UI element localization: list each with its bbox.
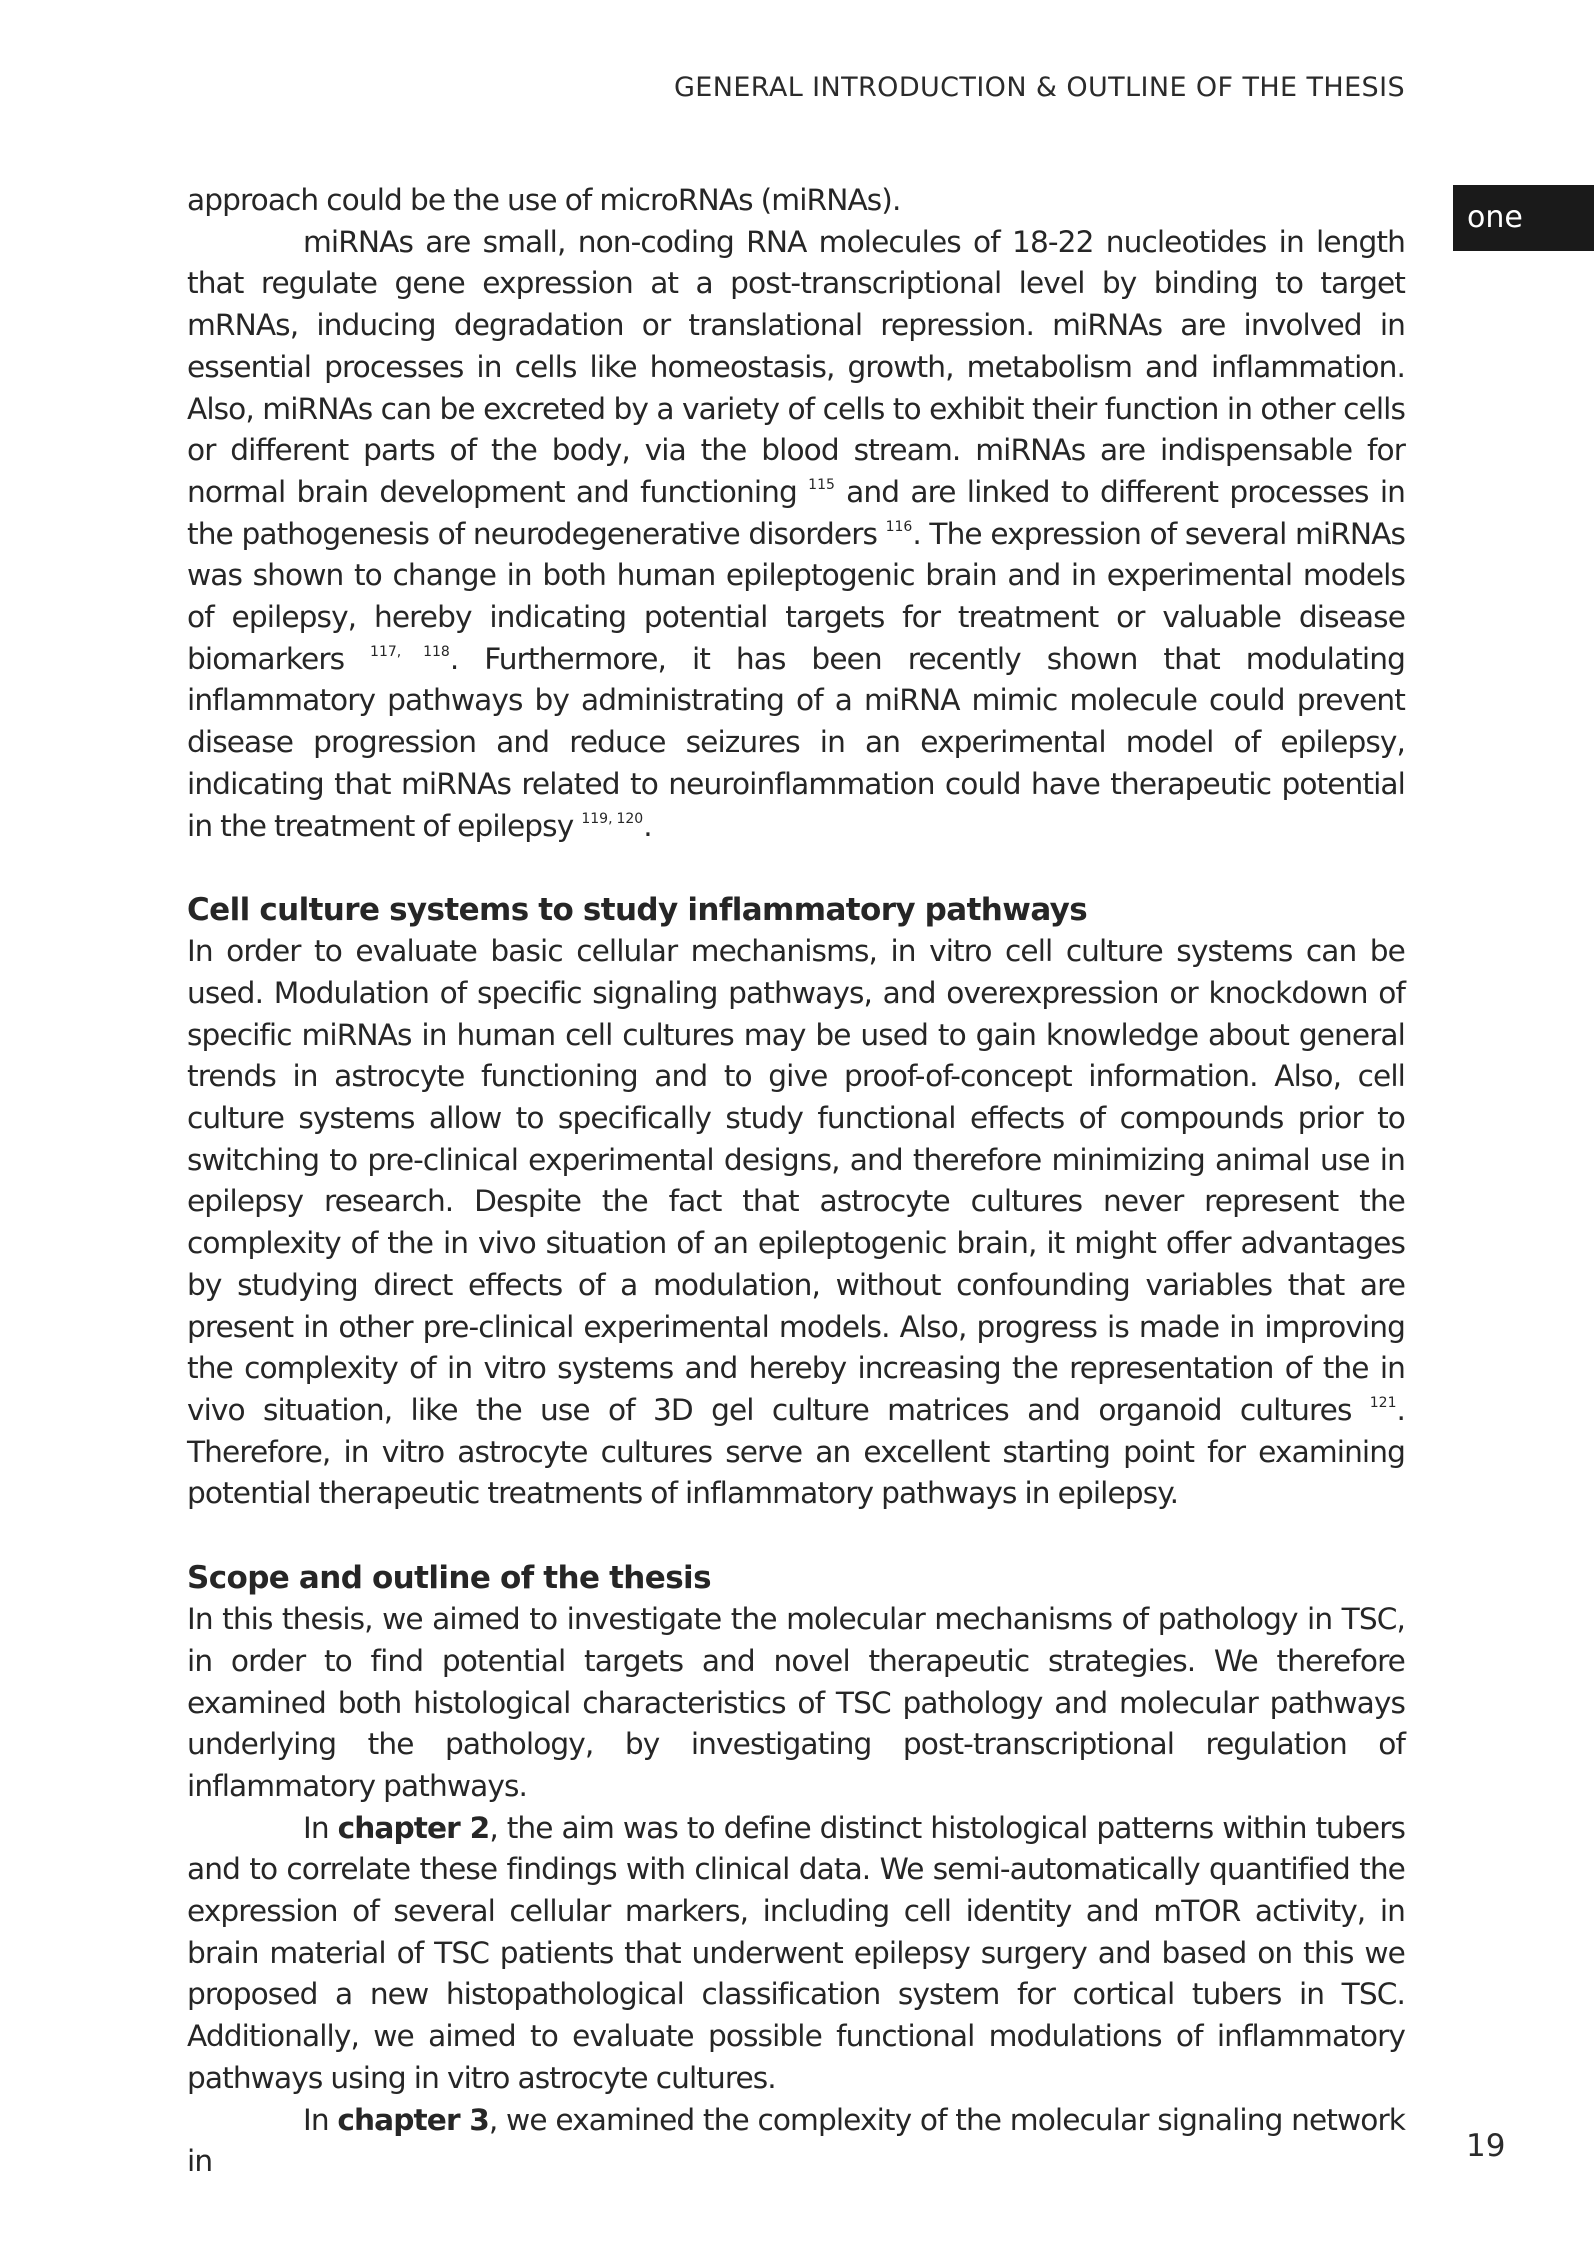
section-heading-scope: Scope and outline of the thesis — [187, 1560, 711, 1597]
chapter-reference: chapter 2 — [337, 1810, 490, 1845]
reference-superscript: 116 — [885, 518, 913, 535]
text-span: , we examined the complexity of the molecular signaling network in — [187, 2102, 1405, 2179]
running-header: GENERAL INTRODUCTION & OUTLINE OF THE THESIS — [673, 72, 1405, 103]
text-span: . Furthermore, it has been recently shown that modulating inflammatory pathways by administrating of a miRNA mimic molecule could prevent disease progression and reduce seizures in an experimental model of epilepsy, indicating that miRNAs related to neuroinflammation could have therapeutic potential in the treatment of epilepsy — [187, 641, 1405, 843]
intro-paragraph-1: approach could be the use of microRNAs (miRNAs). — [187, 183, 901, 217]
reference-superscript: 117, 118 — [370, 643, 450, 660]
intro-paragraph-2 — [187, 222, 1405, 848]
reference-superscript: 115 — [808, 476, 835, 493]
scope-paragraph-2 — [187, 1808, 1405, 2100]
main-text — [187, 180, 1405, 2183]
text-span: . The expression of several miRNAs was shown to change in both human epileptogenic brain and in experimental models of epilepsy, hereby indicating potential targets for treatment or valuable disease biomarkers — [187, 516, 1405, 676]
section-heading-cell-culture: Cell culture systems to study inflammatory pathways — [187, 892, 1088, 929]
cell-culture-paragraph — [187, 931, 1405, 1515]
text-span: and are linked to different processes in the pathogenesis of neurodegenerative disorders — [187, 474, 1405, 551]
text-span: . Therefore, in vitro astrocyte cultures serve an excellent starting point for examining potential therapeutic treatments of inflammatory pathways in epilepsy. — [187, 1392, 1406, 1511]
text-span: In order to evaluate basic cellular mechanisms, in vitro cell culture systems can be used. Modulation of specific signaling pathways, and overexpression or knockdown of specific miRNAs in human cell cultures may be used to gain knowledge about general trends in astrocyte functioning and to give proof-of-concept information. Also, cell culture systems allow to specifically study functional effects of compounds prior to switching to pre-clinical experimental designs, and therefore minimizing animal use in epilepsy research. Despite the fact that astrocyte cultures never represent the complexity of the in vivo situation of an epileptogenic brain, it might offer advantages by studying direct effects of a modulation, without confounding variables that are present in other pre-clinical experimental models. Also, progress is made in improving the complexity of in vitro systems and hereby increasing the representation of the in vivo situation, like the use of 3D gel culture matrices and organoid cultures — [187, 934, 1405, 1427]
text-span: , the aim was to define distinct histological patterns within tubers and to correlate these findings with clinical data. We semi-automatically quantified the expression of several cellular markers, including cell identity and mTOR activity, in brain material of TSC patients that underwent epilepsy surgery and based on this we proposed a new histopathological classification system for cortical tubers in TSC. Additionally, we aimed to evaluate possible functional modulations of inflammatory pathways using in vitro astrocyte cultures. — [187, 1810, 1405, 2095]
text-span: In — [303, 2102, 338, 2137]
scope-paragraph-1: In this thesis, we aimed to investigate the molecular mechanisms of pathology in TSC, in order to find potential targets and novel therapeutic strategies. We therefore examined both histological characteristics of TSC pathology and molecular pathways underlying the pathology, by investigating post-transcriptional regulation of inflammatory pathways. — [187, 1602, 1405, 1803]
page-number: 19 — [1466, 2128, 1506, 2164]
text-span: . — [643, 808, 652, 843]
text-span: In — [303, 1810, 338, 1845]
reference-superscript: 119, 120 — [581, 810, 644, 827]
chapter-reference: chapter 3 — [337, 2102, 489, 2137]
scope-paragraph-3 — [187, 2100, 1405, 2183]
chapter-tab: one — [1453, 185, 1594, 251]
text-span: miRNAs are small, non-coding RNA molecules of 18-22 nucleotides in length that regulate gene expression at a post-transcriptional level by binding to target mRNAs, inducing degradation or translational repression. miRNAs are involved in essential processes in cells like homeostasis, growth, metabolism and inflammation. Also, miRNAs can be excreted by a variety of cells to exhibit their function in other cells or different parts of the body, via the blood stream. miRNAs are indispensable for normal brain development and functioning — [187, 224, 1405, 509]
reference-superscript: 121 — [1369, 1394, 1397, 1411]
